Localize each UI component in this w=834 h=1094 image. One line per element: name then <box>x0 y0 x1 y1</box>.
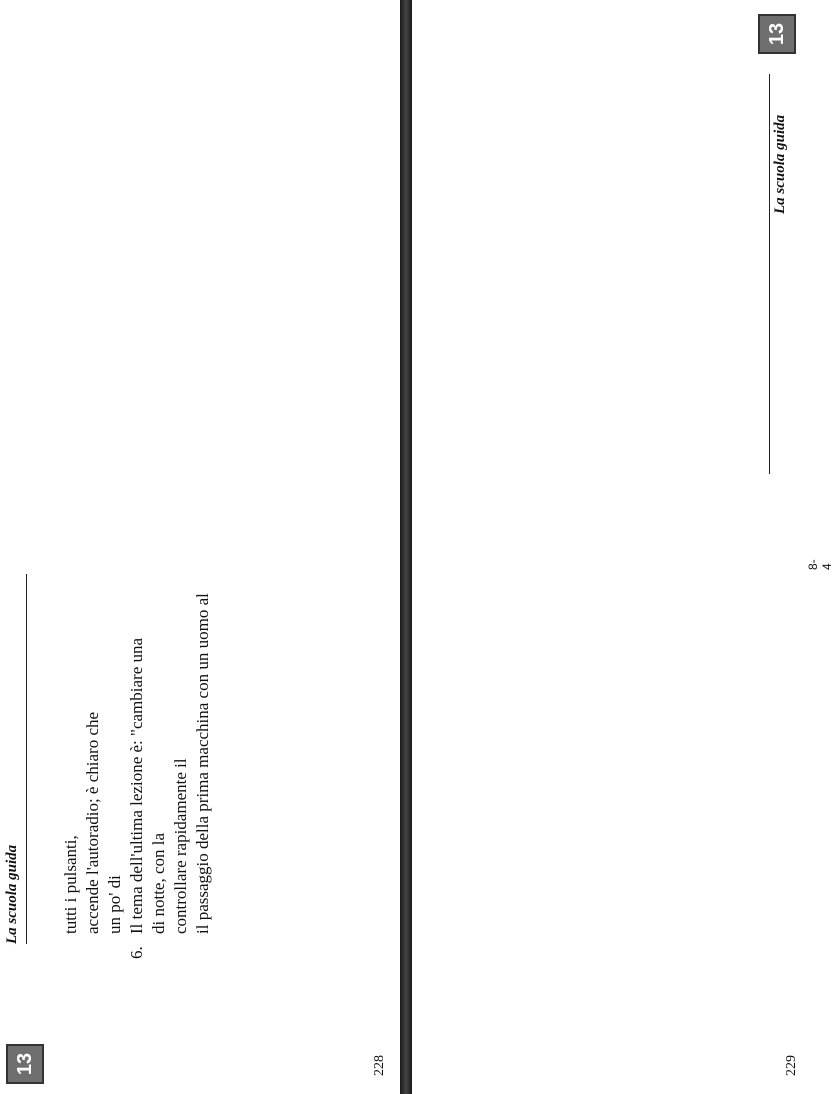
text-line: accende l'autoradio; è chiaro che <box>83 711 102 934</box>
margin-code: 8-4 <box>806 559 834 570</box>
running-head-left: La scuola guida <box>4 844 20 944</box>
text-line: il passaggio della prima macchina con un uomo al <box>193 593 212 934</box>
page-number-left: 228 <box>372 1055 387 1076</box>
running-head-right: La scuola guida <box>772 114 788 214</box>
text-line: controllare rapidamente il <box>171 758 190 934</box>
text-line: un po' di <box>105 875 124 934</box>
item-number: 6. <box>127 946 146 959</box>
text-line: tutti i pulsanti, <box>61 835 80 934</box>
page-number-right: 229 <box>784 1055 799 1076</box>
unit-badge-left: 13 <box>6 1044 44 1084</box>
unit-badge-right: 13 <box>758 14 796 54</box>
text-line: Il tema dell'ultima lezione è: "cambiare una <box>127 637 146 934</box>
text-line: di notte, con la <box>149 832 168 934</box>
